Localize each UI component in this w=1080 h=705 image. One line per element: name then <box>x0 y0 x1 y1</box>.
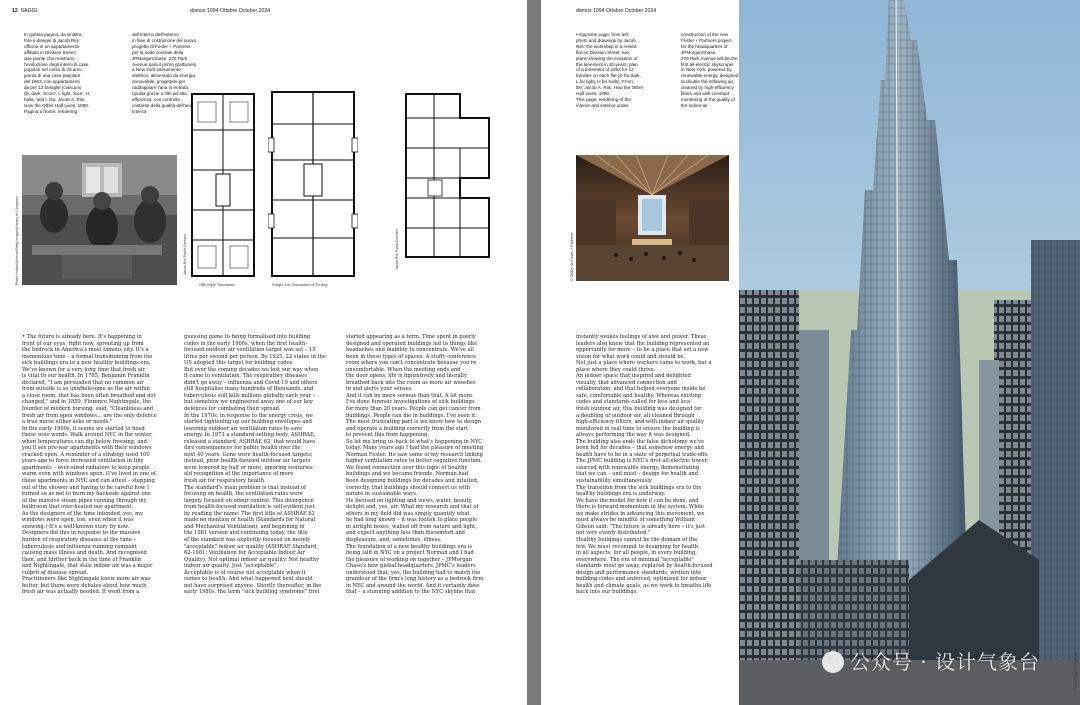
interior-rendering <box>576 155 729 281</box>
caption-english: • Opposite page, from left: photo and drawings by Jacob Riis: the workshop in a rented flat on Division Street; two plans showing the evolution of the tenement in 20 years; plan of a tenement of 1863 for 12 families on each flat (D for dark, L for light, H for halls). From: De: Jacob A. Riis, How the Other Half Lives, 1890. This page: rendering of the interior and exterior under <box>576 32 644 108</box>
plan-credit-1: Jacob Riis Public Domain <box>183 234 187 275</box>
watermark-text: 公众号 · 设计气象台 <box>849 650 1040 674</box>
left-header <box>12 8 37 14</box>
old-style-tenement-plan <box>188 90 258 280</box>
caption-english-continued: construction of the new Foster + Partners project for the headquarters of JPMorganChase. 270 Park Avenue will be the first all-electric skyscraper in New York, powered by renewable energy, designed to double the inflowing air, cleaned by high-efficiency filters and with constant monitoring of the quality of the indoor air <box>681 32 739 108</box>
photo-credit: Photo Hulton/Archive/Getty Images/Library of Congress <box>15 196 19 285</box>
right-column-1: instantly evokes feelings of awe and power. These leaders also knew that the building represented an opportunity for more – to be a place that set a new vision for what work could and should be. Not just a place where workers came to work, but a place where they could thrive. An indoor space that inspired and delighted visually, that advanced connection and collaboration, and that helped everyone inside be safe, comfortable and healthy. Whereas existing codes and standards called for less and less fresh outdoor air, this building was designed for a doubling of outdoor air, all cleaned through high-efficiency filters, and with indoor air quality monitored in real time to ensure the building is always performing the way it was designed. The building also ends the false dichotomy we've been fed for decades – that somehow energy and health have to be in a state of perpetual trade-offs. The JPMC building is NYC's first all-electric tower, sourced with renewable energy, demonstrating that we can – and must – design for health and sustainability simultaneously. The transition from the sick buildings era to the healthy buildings era is underway. We have the model for how it can be done, and there is forward momentum in the system. While we make strides in advancing this movement, we must always be mindful of something William Gibson said: "The future is already here – it's just not very evenly distributed." Healthy buildings cannot be the domain of the few. We must recommit to designing for health in all aspects, for all people, in every building, everywhere. The era of minimal "acceptable" standards must go away, replaced by health-focused design and performance standards, written into building codes and enforced, optimised for indoor health and climate goals, as we work to breathe life back into our buildings. <box>576 334 713 596</box>
watermark <box>822 646 1040 675</box>
tenement-1863-plan <box>400 88 495 263</box>
caption-italian-continued: dell'interno dell'esterno in fase di costruzione del nuovo progetto di Foster + Partners per la sede centrale della JPMorganChase. 270 Park Avenue sarà il primo grattacielo a New York interamente elettrico, alimentato da energia rinnovabile, progettato per raddoppiare l'aria in entrata, ripulita grazie a filtri ad alta efficienza, con controllo costante della qualità dell'aria interna <box>132 32 197 114</box>
left-section: SAGGI <box>20 8 38 14</box>
caption-italian: In questa pagina, da sinistra, foto e disegni di Jacob Riis: officina in un appartamento affittato in Division Street; due piante che mostrano l'evoluzione degli interni di case popolari nel corso di 20 anni; pianta di una casa popolare del 1863, con appartamenti da per 12 famiglie (ciascuno (D, dark, 'scuro', L light, 'luce', H, halls, 'atrii'). Da: Jacob A. Riis, How the Other Half Lives, 1890. Pagina a fronte: rendering <box>24 32 91 114</box>
plan-label-old-style: Old Style Tenement. <box>199 283 237 287</box>
plan-credit-2: Jacob Riis Public Domain <box>395 229 399 270</box>
left-column-1: • The future is already here. It's happening in front of our eyes, right now, sprouting up from the bedrock in America's most famous city. It's a momentous time – a formal transitioning from the sick buildings era to a new healthy buildings era. We've known for a very long time that fresh air is vital to our health. In 1785, Benjamin Franklin declared, "I am persuaded that no common air from outside is so unwholesome as the air within a close room, that has been often breathed and not changed," and in 1859, Florence Nightingale, the founder of modern nursing, said, "Cleanliness and fresh air from open windows... are the only defence a true nurse either asks or needs." In the early 1900s, it seems we started to heed these wise words. Walk around NYC in the winter, when temperatures can dip below freezing, and you'll see pre-war apartments with their windows cracked open. A reminder of a strategy used 100 years ago to force increased ventilation in tiny apartments – over-sized radiators to keep people warm even with windows open. (I've lived in one of these apartments in NYC and can attest – stepping out of the shower and having to be careful how I turned so as not to burn my backside against one of the massive steam pipes running through my bathroom that over-heated our apartment. As the designers of the time intended, yes, my windows were open, too, even when it was snowing.) It's a well-known story by now. Designers did this in response to the massive burden of respiratory diseases at the time – tuberculosis and influenza running rampant causing mass illness and death. And recognised then, and further back in the time of Franklin and Nightingale, that stale indoor air was a major culprit of disease spread. Practitioners like Nightingale knew more air was better, but there were debates about how much fresh air was actually needed. It went from a <box>22 334 157 596</box>
plan-label-single-lot: Single Lot Tenement of To-day. <box>272 283 329 287</box>
left-column-2: guessing game to being formalised into building codes in the early 1900s, when the first health- focused outdoor air ventilation target was set – 15 litres per second per person. By 1925, 22 states in the US adopted this target for building codes. But over the coming decades we lost our way when it came to ventilation. The respiratory diseases didn't go away – influenza and Covid-19 and others still hospitalise many hundreds of thousands, and tuberculosis still kills millions globally each year – but somehow we engineered away one of our key defences for combating their spread. In the 1970s, in response to the energy crisis, we started tightening up our building envelopes and lowering outdoor air ventilation rates to save energy. In 1973 a standard-setting body, ASHRAE, released a standard, ASHRAE 62, that would have dire consequences for public health over the next 40 years. Gone were health-focused targets; instead, prior health-focused outdoor air targets were lowered by half or more, ignoring centuries- old recognition of the importance of more fresh air for respiratory health. The standard's main problem is that instead of focusing on health, the ventilation rates were largely focused on odour control. This divergence from health-focused ventilation is self-evident just by reading the name: The first title of ASHRAE 62 made no mention of health (Standards for Natural and Mechanical Ventilation), and beginning in the 1981 version and continuing today, the title of the standard was explicitly focused on merely "acceptable" indoor air quality (ASHRAE Standard 62-1981: Ventilation for Acceptable Indoor Air Quality). Not optimal indoor air quality. Not healthy indoor air quality. Just "acceptable". Acceptable is of course not acceptable when it comes to health. And what happened next should not have surprised anyone. Shortly thereafter, in the early 1980s, the term "sick building syndrome" first <box>184 334 326 596</box>
interior-credit: © DBOX for Foster + Partners <box>570 233 574 281</box>
riis-workshop-photo <box>22 155 177 285</box>
left-folio: 12 <box>12 8 18 14</box>
exterior-rendering-skyscraper <box>739 0 1080 705</box>
left-page <box>0 0 527 705</box>
single-lot-tenement-plan <box>268 88 358 280</box>
left-magazine-line: domus 1094 Ottobre October 2024 <box>190 8 271 14</box>
exterior-credit: Photo Foster + Partners <box>1074 651 1078 690</box>
right-magazine-line: domus 1094 Ottobre October 2024 <box>576 8 657 14</box>
right-page <box>541 0 1080 705</box>
watermark-logo-icon <box>822 651 844 673</box>
left-column-3: started appearing as a term. Time spent in poorly designed and operated buildings led to things like headaches and inability to concentrate. We've all been in these types of spaces. A stuffy conference room where you can't concentrate because you're uncomfortable. When the meeting ends and the door opens, life is figuratively and literally breathed back into the room as more air wooshes in and alerts your senses. And it can be more serious than that. A lot more. I've done forensic investigations of sick buildings for more than 20 years. People can get cancer from buildings. People can die in buildings. I've seen it. The most frustrating part is we know how to design and operate a building correctly from the start to prevent this from happening. So let me bring us back to what's happening in NYC today. Many years ago I had the pleasure of meeting Norman Foster. He saw some of my research linking higher ventilation rates to better cognitive function. We found connection over this topic of healthy buildings and we became friends. Norman had been designing buildings for decades and intuited, correctly, that buildings should connect us with nature in sustainable ways. He focused on lighting and views, water, beauty, delight and, yes, air. What my research and that of others in my field did was simply quantify what he had long known – it was foolish to place people in airtight boxes, walled off from nature and light, and expect anything less than discomfort and displeasure, and, sometimes, illness. The foundation of a new healthy buildings era is being laid in NYC on a project Norman and I had the pleasure of working on together – JPMorgan Chase's new global headquarters. JPMC's leaders understood that, yes, the building had to match the grandeur of the firm's long history as a bedrock firm in NYC and around the world. And it certainly does that – a stunning addition to the NYC skyline that <box>346 334 484 596</box>
